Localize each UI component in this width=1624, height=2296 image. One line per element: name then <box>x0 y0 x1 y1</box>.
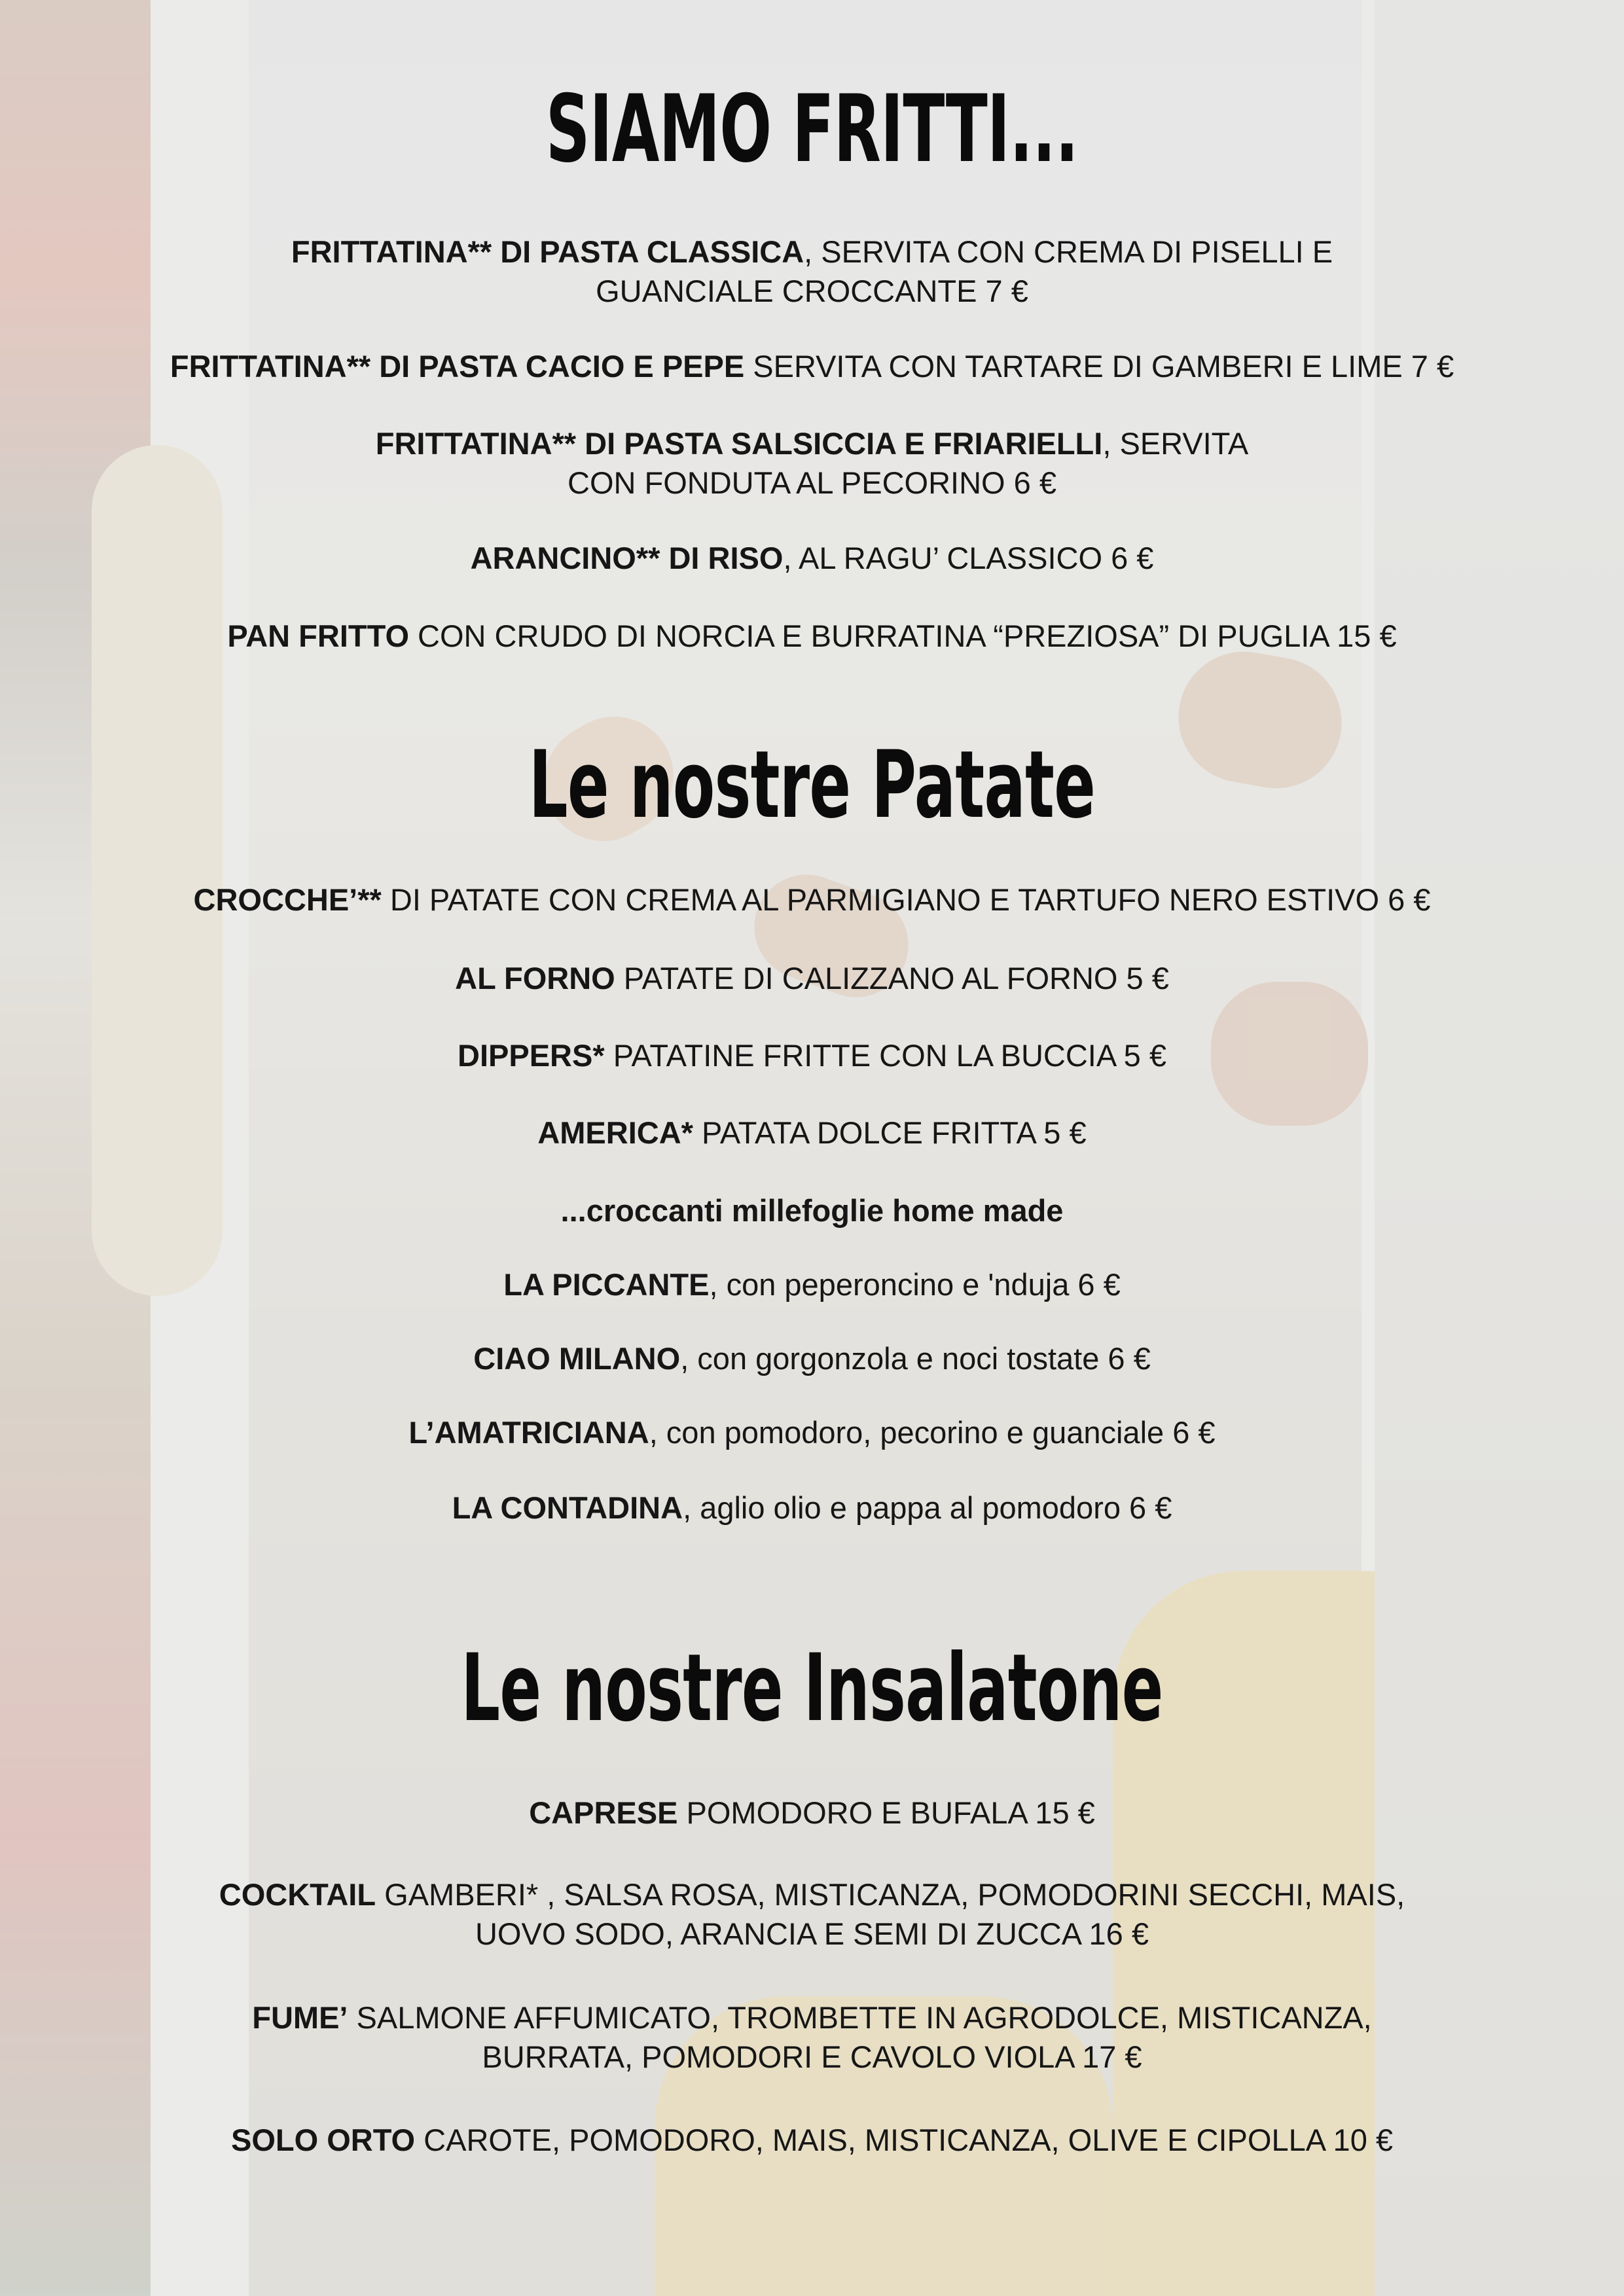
menu-item-cocktail <box>79 1875 1545 1954</box>
item-description: , AL RAGU’ CLASSICO 6 € <box>783 541 1154 575</box>
item-description: SALMONE AFFUMICATO, TROMBETTE IN AGRODOLCE, MISTICANZA, <box>348 2000 1372 2035</box>
menu-item-ciao-milano <box>79 1339 1545 1378</box>
menu-item-fume <box>79 1998 1545 2077</box>
item-name: FUME’ <box>252 2000 348 2035</box>
item-name: SOLO ORTO <box>230 2123 416 2157</box>
menu-item-frittatina-classica <box>79 232 1545 311</box>
menu-item-dippers <box>79 1036 1545 1075</box>
item-name: AL FORNO <box>455 961 615 996</box>
item-description-line2: GUANCIALE CROCCANTE 7 € <box>596 274 1028 308</box>
item-description: , SERVITA <box>1102 426 1249 461</box>
menu-item-solo-orto <box>79 2121 1545 2160</box>
item-description: , con peperoncino e 'nduja 6 € <box>709 1267 1121 1302</box>
item-name: CAPRESE <box>529 1795 678 1830</box>
item-description: CAROTE, POMODORO, MAIS, MISTICANZA, OLIVE E CIPOLLA 10 € <box>415 2123 1394 2157</box>
menu-item-pan-fritto <box>79 617 1545 656</box>
item-name: LA CONTADINA <box>452 1490 683 1525</box>
menu-item-al-forno <box>79 959 1545 998</box>
item-description: POMODORO E BUFALA 15 € <box>677 1795 1095 1830</box>
item-name: AMERICA* <box>537 1115 693 1150</box>
item-name: FRITTATINA** DI PASTA CACIO E PEPE <box>170 349 745 384</box>
item-description: SERVITA CON TARTARE DI GAMBERI E LIME 7 € <box>744 349 1454 384</box>
item-name: COCKTAIL <box>219 1877 376 1912</box>
section-title-fritti: SIAMO FRITTI... <box>545 75 1079 183</box>
menu-item-crocche <box>79 880 1545 920</box>
item-description: CON CRUDO DI NORCIA E BURRATINA “PREZIOSA” DI PUGLIA 15 € <box>409 619 1397 653</box>
item-name: ARANCINO** DI RISO <box>470 541 784 575</box>
menu-item-la-contadina <box>79 1488 1545 1528</box>
item-name: PAN FRITTO <box>227 619 409 653</box>
item-description-line2: BURRATA, POMODORI E CAVOLO VIOLA 17 € <box>482 2039 1142 2074</box>
menu-item-frittatina-cacio-pepe <box>79 347 1545 386</box>
item-description: , aglio olio e pappa al pomodoro 6 € <box>683 1490 1172 1525</box>
item-description: PATATINE FRITTE CON LA BUCCIA 5 € <box>604 1038 1166 1073</box>
menu-item-frittatina-salsiccia <box>79 424 1545 503</box>
item-description: , SERVITA CON CREMA DI PISELLI E <box>804 234 1333 269</box>
item-name: L’AMATRICIANA <box>408 1415 649 1450</box>
item-description: PATATA DOLCE FRITTA 5 € <box>693 1115 1087 1150</box>
item-name: CROCCHE’** <box>193 882 382 917</box>
section-title-patate: Le nostre Patate <box>528 731 1096 839</box>
menu-item-la-piccante <box>79 1265 1545 1304</box>
item-description: DI PATATE CON CREMA AL PARMIGIANO E TARTUFO NERO ESTIVO 6 € <box>381 882 1431 917</box>
item-name: LA PICCANTE <box>503 1267 710 1302</box>
section-title-insalatone: Le nostre Insalatone <box>461 1634 1163 1742</box>
item-name: ...croccanti millefoglie home made <box>560 1193 1064 1228</box>
menu-subheading-millefoglie <box>79 1191 1545 1230</box>
item-description: , con gorgonzola e noci tostate 6 € <box>680 1341 1151 1376</box>
item-description: PATATE DI CALIZZANO AL FORNO 5 € <box>615 961 1169 996</box>
menu-item-america <box>79 1113 1545 1153</box>
item-name: DIPPERS* <box>458 1038 605 1073</box>
item-description: , con pomodoro, pecorino e guanciale 6 € <box>649 1415 1216 1450</box>
menu-item-caprese <box>79 1793 1545 1833</box>
menu-item-arancino <box>79 539 1545 578</box>
item-name: FRITTATINA** DI PASTA CLASSICA <box>291 234 804 269</box>
item-name: CIAO MILANO <box>473 1341 681 1376</box>
menu-item-amatriciana <box>79 1413 1545 1452</box>
item-description: GAMBERI* , SALSA ROSA, MISTICANZA, POMODORINI SECCHI, MAIS, <box>376 1877 1405 1912</box>
item-description-line2: UOVO SODO, ARANCIA E SEMI DI ZUCCA 16 € <box>475 1916 1149 1951</box>
item-name: FRITTATINA** DI PASTA SALSICCIA E FRIARIELLI <box>375 426 1103 461</box>
item-description-line2: CON FONDUTA AL PECORINO 6 € <box>568 465 1056 500</box>
